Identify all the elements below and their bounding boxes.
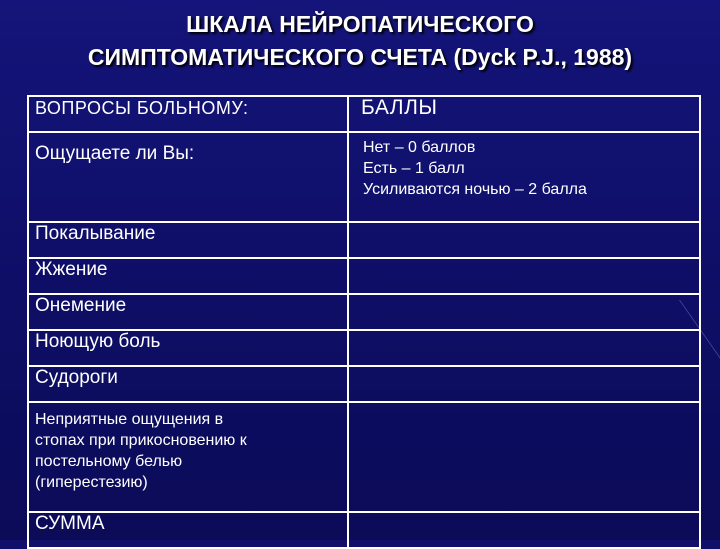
- scoring-none: Нет – 0 баллов: [363, 139, 476, 156]
- hyperesthesia-line-4: (гиперестезию): [35, 474, 148, 491]
- ask-cell: Ощущаете ли Вы:: [28, 132, 348, 222]
- scoring-present: Есть – 1 балл: [363, 160, 465, 177]
- hyperesthesia-line-2: стопах при прикосновению к: [35, 432, 247, 449]
- scoring-cell: [348, 132, 700, 222]
- table-row: [28, 258, 700, 294]
- table-sum-row: [28, 512, 700, 548]
- title-line-2: СИМПТОМАТИЧЕСКОГО СЧЕТА (Dyck P.J., 1988): [87, 44, 633, 70]
- symptom-burning: Жжение: [28, 258, 348, 294]
- score-cell: [348, 258, 700, 294]
- table-row: [28, 222, 700, 258]
- table-row: [28, 366, 700, 402]
- hyperesthesia-line-3: постельному белью: [35, 453, 183, 470]
- header-questions: ВОПРОСЫ БОЛЬНОМУ:: [28, 96, 348, 132]
- table-row: [28, 132, 700, 222]
- score-cell: [348, 294, 700, 330]
- symptom-tingling: Покалывание: [28, 222, 348, 258]
- sum-cell: [348, 512, 700, 548]
- score-cell: [348, 402, 700, 512]
- slide-title: [20, 8, 700, 74]
- symptom-cramps: Судороги: [28, 366, 348, 402]
- score-cell: [348, 330, 700, 366]
- hyperesthesia-line-1: Неприятные ощущения в: [35, 411, 224, 428]
- neuropathy-scale-table: [27, 95, 701, 549]
- header-scores: БАЛЛЫ: [348, 96, 700, 132]
- table-row: [28, 294, 700, 330]
- table-row: [28, 330, 700, 366]
- score-cell: [348, 366, 700, 402]
- score-cell: [348, 222, 700, 258]
- title-line-1: ШКАЛА НЕЙРОПАТИЧЕСКОГО: [186, 11, 534, 37]
- table-row: [28, 402, 700, 512]
- table-header-row: [28, 96, 700, 132]
- sum-label: СУММА: [28, 512, 348, 548]
- scoring-night: Усиливаются ночью – 2 балла: [363, 181, 587, 198]
- symptom-aching-pain: Ноющую боль: [28, 330, 348, 366]
- symptom-hyperesthesia: [28, 402, 348, 512]
- symptom-numbness: Онемение: [28, 294, 348, 330]
